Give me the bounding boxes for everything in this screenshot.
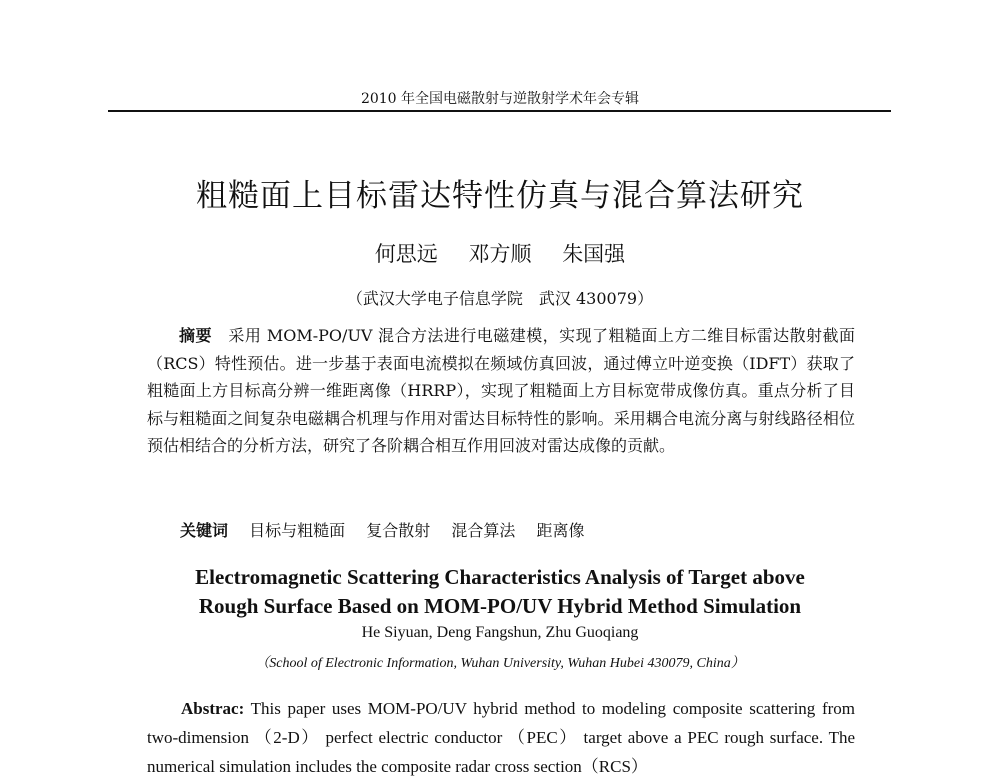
keyword-2: 复合散射: [366, 521, 431, 540]
chinese-title: 粗糙面上目标雷达特性仿真与混合算法研究: [196, 178, 804, 214]
english-title-line-1: Electromagnetic Scattering Characteristics Analysis of Target above: [195, 565, 805, 589]
english-title: [0, 563, 1000, 621]
chinese-author-3: 朱国强: [562, 242, 626, 266]
chinese-abstract-label: 摘要: [179, 326, 212, 345]
english-authors: He Siyuan, Deng Fangshun, Zhu Guoqiang: [361, 624, 639, 641]
english-title-line-2: Rough Surface Based on MOM-PO/UV Hybrid Method Simulation: [198, 594, 802, 618]
chinese-keywords: [180, 518, 584, 541]
chinese-authors: [0, 238, 1000, 268]
english-affiliation: （School of Electronic Information, Wuhan University, Wuhan Hubei 430079, China）: [255, 656, 745, 671]
keyword-1: 目标与粗糙面: [249, 521, 346, 540]
english-abstract-label: Abstrac:: [181, 699, 245, 718]
chinese-affiliation: （武汉大学电子信息学院 武汉 430079）: [346, 289, 654, 308]
running-header: 2010 年全国电磁散射与逆散射学术年会专辑: [360, 91, 640, 107]
english-abstract-text: This paper uses MOM-PO/UV hybrid method to modeling composite scattering from two-dimension （2-D） perfect electric conductor （PEC） target above a PEC rough surface. The numerical simulation includes the composite radar cross section（RCS）: [147, 699, 855, 776]
header-divider: [108, 110, 891, 112]
english-abstract: [147, 694, 855, 781]
keyword-4: 距离像: [536, 521, 585, 540]
chinese-author-1: 何思远: [374, 242, 438, 266]
keyword-3: 混合算法: [451, 521, 516, 540]
chinese-keywords-label: 关键词: [180, 521, 229, 540]
chinese-abstract-text: 采用 MOM-PO/UV 混合方法进行电磁建模，实现了粗糙面上方二维目标雷达散射截面（RCS）特性预估。进一步基于表面电流模拟在频域仿真回波，通过傅立叶逆变换（IDFT）获取了粗糙面上方目标高分辨一维距离像（HRRP），实现了粗糙面上方目标宽带成像仿真。重点分析了目标与粗糙面之间复杂电磁耦合机理与作用对雷达目标特性的影响。采用耦合电流分离与射线路径相位预估相结合的分析方法，研究了各阶耦合相互作用回波对雷达成像的贡献。: [147, 326, 855, 455]
chinese-author-2: 邓方顺: [468, 242, 532, 266]
chinese-abstract: [147, 322, 855, 460]
